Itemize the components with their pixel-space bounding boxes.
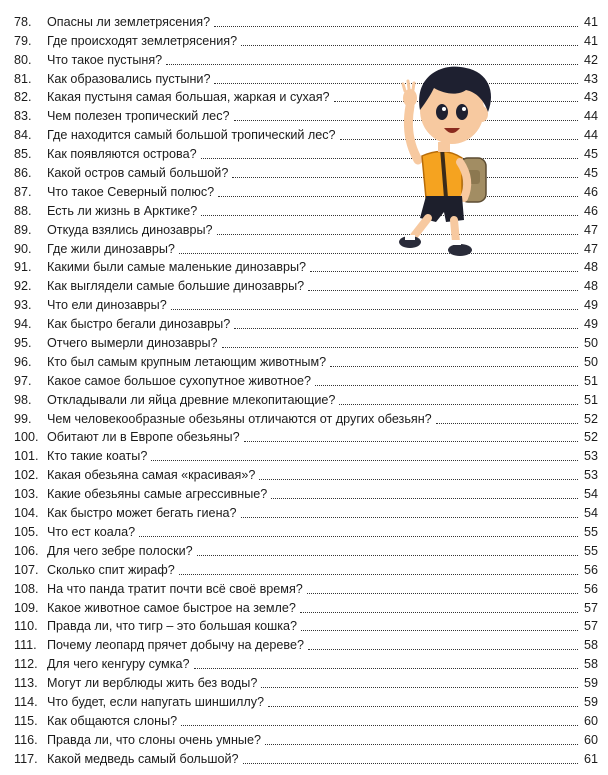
entry-number: 115. [14,713,38,728]
dot-leader [139,536,578,537]
entry-number: 109. [14,600,39,615]
entry-number: 96. [14,354,32,369]
page-number: 45 [583,147,598,162]
entry-title: Для чего кенгуру сумка? [47,657,190,672]
page-number: 51 [583,392,598,407]
toc-entry [14,597,598,616]
dot-leader [301,630,578,631]
dot-leader [315,385,578,386]
entry-title: Какая пустыня самая большая, жаркая и сухая? [47,90,330,105]
page-number: 48 [583,279,598,294]
toc-entry [14,445,598,464]
entry-number: 92. [14,279,32,294]
entry-number: 82. [14,90,32,105]
entry-number: 83. [14,109,32,124]
entry-title: Какая обезьяна самая «красивая»? [47,468,256,483]
page-number: 44 [583,128,598,143]
entry-title: Как появляются острова? [47,147,197,162]
page-number: 59 [583,676,598,691]
entry-title: Есть ли жизнь в Арктике? [47,203,198,218]
page-number: 50 [583,354,598,369]
entry-number: 101. [14,449,39,464]
dot-leader [241,517,578,518]
entry-number: 116. [14,732,38,747]
dot-leader [300,612,578,613]
entry-number: 104. [14,506,39,521]
entry-number: 84. [14,128,32,143]
toc-entry [14,49,598,68]
toc-entry [14,351,598,370]
toc-entry [14,748,598,767]
page-number: 61 [583,751,598,766]
page-number: 46 [583,203,598,218]
toc-entry [14,389,598,408]
dot-leader [308,290,578,291]
dot-leader [259,479,578,480]
dot-leader [214,26,578,27]
entry-title: Как быстро бегали динозавры? [47,317,231,332]
dot-leader [330,366,578,367]
dot-leader [194,668,578,669]
toc-entry [14,729,598,748]
dot-leader [179,574,578,575]
toc-entry [14,313,598,332]
dot-leader [241,45,578,46]
toc-entry [14,11,598,30]
entry-title: Что ели динозавры? [47,298,167,313]
page-number: 42 [583,52,598,67]
toc-entry [14,540,598,559]
toc-entry [14,200,598,219]
page-number: 55 [583,543,598,558]
entry-number: 94. [14,317,32,332]
cartoon-boy-illustration [396,58,506,258]
dot-leader [265,744,578,745]
entry-number: 81. [14,71,32,86]
entry-title: Какой медведь самый большой? [47,751,239,766]
dot-leader [151,460,578,461]
page-number: 46 [583,184,598,199]
page-number: 52 [583,411,598,426]
entry-number: 98. [14,392,32,407]
toc-entry [14,219,598,238]
entry-number: 114. [14,694,38,709]
toc-entry [14,578,598,597]
dot-leader [181,725,578,726]
entry-number: 111. [14,638,37,653]
page-number: 54 [583,487,598,502]
toc-entry [14,521,598,540]
entry-title: Как образовались пустыни? [47,71,211,86]
toc-entry [14,559,598,578]
dot-leader [244,441,578,442]
entry-title: Отчего вымерли динозавры? [47,336,218,351]
entry-title: Какие обезьяны самые агрессивные? [47,487,268,502]
dot-leader [201,215,578,216]
page-number: 47 [583,222,598,237]
page-number: 49 [583,298,598,313]
toc-entry [14,616,598,635]
page-number: 41 [583,14,598,29]
toc-entry [14,653,598,672]
entry-title: Что ест коала? [47,524,136,539]
page-number: 54 [583,506,598,521]
entry-title: Правда ли, что тигр – это большая кошка? [47,619,298,634]
toc-entry [14,124,598,143]
entry-number: 93. [14,298,32,313]
dot-leader [222,347,578,348]
page-number: 44 [583,109,598,124]
entry-title: Что будет, если напугать шиншиллу? [47,694,265,709]
entry-title: Где происходят землетрясения? [47,33,238,48]
entry-number: 90. [14,241,32,256]
entry-number: 91. [14,260,32,275]
toc-entry [14,332,598,351]
dot-leader [179,253,578,254]
entry-title: На что панда тратит почти всё своё время? [47,581,303,596]
toc-entry [14,370,598,389]
dot-leader [307,593,578,594]
page-number: 57 [583,600,598,615]
page-number: 49 [583,317,598,332]
dot-leader [436,423,578,424]
toc-entry [14,143,598,162]
entry-number: 97. [14,373,32,388]
entry-title: Что такое Северный полюс? [47,184,215,199]
page-number: 41 [583,33,598,48]
entry-title: Какими были самые маленькие динозавры? [47,260,307,275]
page-number: 47 [583,241,598,256]
toc-entry [14,238,598,257]
toc-entry [14,257,598,276]
toc-entry [14,502,598,521]
entry-number: 87. [14,184,32,199]
page-number: 53 [583,468,598,483]
page-number: 56 [583,581,598,596]
toc-entry [14,427,598,446]
entry-title: Для чего зебре полоски? [47,543,193,558]
page-number: 48 [583,260,598,275]
dot-leader [234,328,578,329]
dot-leader [201,158,578,159]
toc-entry [14,30,598,49]
entry-number: 100. [14,430,39,445]
entry-number: 86. [14,166,32,181]
toc-entry [14,672,598,691]
page-number: 50 [583,336,598,351]
toc-entry [14,68,598,87]
page-number: 58 [583,638,598,653]
dot-leader [339,404,578,405]
entry-title: Почему леопард прячет добычу на дереве? [47,638,304,653]
entry-title: Обитают ли в Европе обезьяны? [47,430,240,445]
dot-leader [166,64,578,65]
toc-entry [14,87,598,106]
entry-number: 105. [14,524,39,539]
entry-number: 117. [14,751,38,766]
entry-title: Как выглядели самые большие динозавры? [47,279,305,294]
entry-title: Опасны ли землетрясения? [47,14,211,29]
page-number: 43 [583,90,598,105]
entry-number: 89. [14,222,32,237]
entry-title: Кто был самым крупным летающим животным? [47,354,327,369]
entry-title: Кто такие коаты? [47,449,148,464]
page-number: 43 [583,71,598,86]
toc-entry [14,275,598,294]
entry-number: 103. [14,487,39,502]
dot-leader [271,498,578,499]
toc-entry [14,105,598,124]
entry-title: Какой остров самый большой? [47,166,229,181]
dot-leader [310,271,578,272]
entry-title: Чем человекообразные обезьяны отличаются от других обезьян? [47,411,432,426]
entry-title: Какое самое большое сухопутное животное? [47,373,311,388]
page-number: 56 [583,562,598,577]
page-number: 45 [583,166,598,181]
page-number: 57 [583,619,598,634]
toc-entry [14,691,598,710]
entry-title: Какое животное самое быстрое на земле? [47,600,296,615]
entry-title: Правда ли, что слоны очень умные? [47,732,261,747]
toc-entry [14,483,598,502]
table-of-contents [14,11,598,767]
toc-entry [14,408,598,427]
page-number: 60 [583,732,598,747]
entry-number: 99. [14,411,32,426]
dot-leader [268,706,578,707]
entry-number: 88. [14,203,32,218]
entry-number: 80. [14,52,32,67]
entry-number: 107. [14,562,39,577]
entry-title: Откладывали ли яйца древние млекопитающие? [47,392,336,407]
entry-number: 79. [14,33,32,48]
entry-number: 113. [14,676,38,691]
entry-number: 106. [14,543,39,558]
page-number: 52 [583,430,598,445]
entry-title: Как общаются слоны? [47,713,178,728]
page-number: 60 [583,713,598,728]
dot-leader [243,763,579,764]
entry-title: Сколько спит жираф? [47,562,175,577]
toc-entry [14,294,598,313]
toc-entry [14,162,598,181]
entry-title: Что такое пустыня? [47,52,163,67]
toc-entry [14,464,598,483]
entry-number: 110. [14,619,38,634]
dot-leader [171,309,578,310]
entry-number: 95. [14,336,32,351]
entry-number: 102. [14,468,39,483]
entry-number: 108. [14,581,39,596]
dot-leader [197,555,578,556]
page-number: 59 [583,694,598,709]
dot-leader [261,687,578,688]
page-number: 51 [583,373,598,388]
dot-leader [308,649,578,650]
entry-number: 85. [14,147,32,162]
entry-title: Где жили динозавры? [47,241,175,256]
entry-title: Чем полезен тропический лес? [47,109,230,124]
page-number: 58 [583,657,598,672]
entry-number: 112. [14,657,38,672]
toc-entry [14,181,598,200]
entry-title: Откуда взялись динозавры? [47,222,213,237]
entry-title: Где находится самый большой тропический лес? [47,128,336,143]
toc-entry [14,710,598,729]
entry-title: Как быстро может бегать гиена? [47,506,237,521]
toc-entry [14,634,598,653]
page-number: 55 [583,524,598,539]
page-number: 53 [583,449,598,464]
entry-title: Могут ли верблюды жить без воды? [47,676,258,691]
entry-number: 78. [14,14,32,29]
